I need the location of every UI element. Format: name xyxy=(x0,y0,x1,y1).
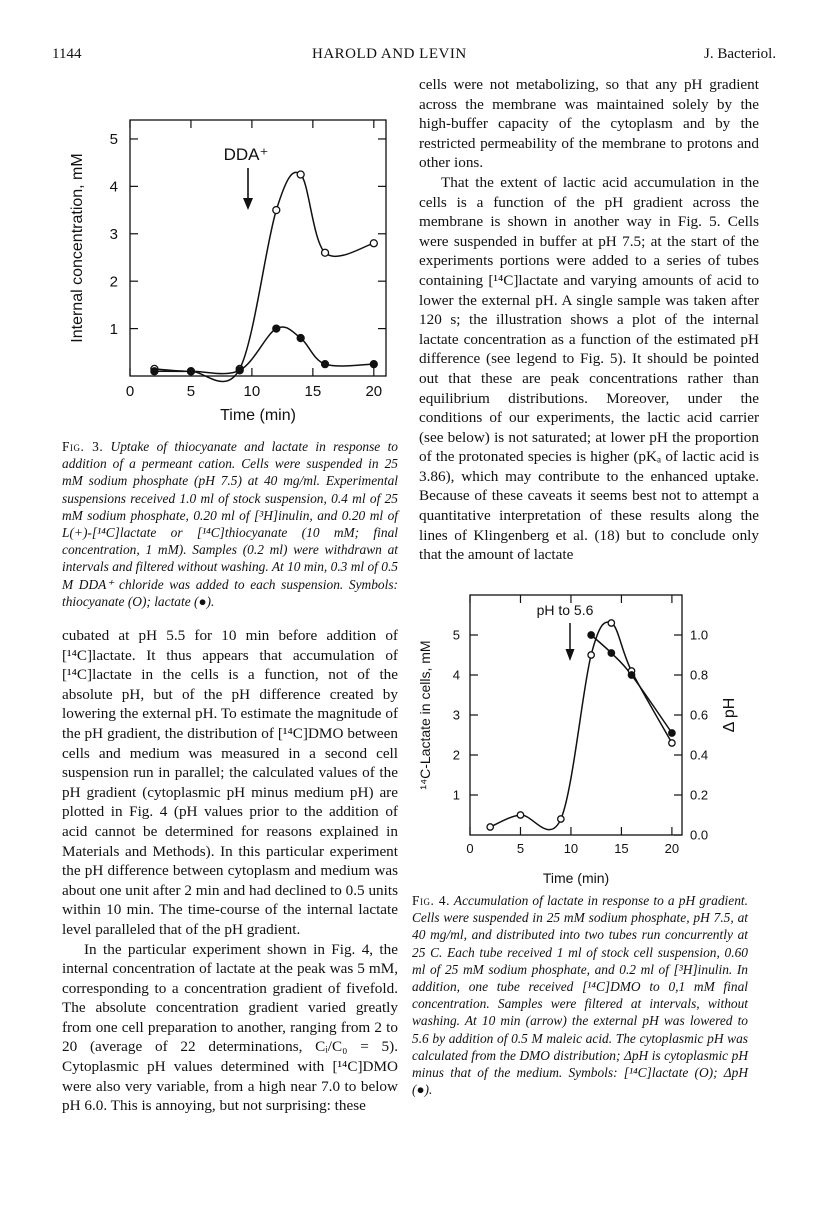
page-number: 1144 xyxy=(52,46,82,62)
y-tick-label: 4 xyxy=(109,178,118,196)
open-data-point xyxy=(370,240,377,247)
y-tick-label: 5 xyxy=(109,131,118,149)
filled-data-point xyxy=(588,632,594,638)
x-tick-label: 0 xyxy=(466,841,474,856)
filled-data-point xyxy=(151,368,158,375)
fig4-arrow-icon xyxy=(566,623,575,661)
series-curve xyxy=(591,635,672,733)
y2-tick-label: 0.2 xyxy=(690,787,709,803)
fig3-y-axis-label: Internal concentration, mM xyxy=(69,153,86,343)
y2-tick-label: 0.6 xyxy=(690,707,709,723)
fig3-arrow-icon xyxy=(243,168,253,210)
series-curve xyxy=(490,622,672,830)
filled-data-point xyxy=(608,650,614,656)
fig3-dda-annotation: DDA⁺ xyxy=(223,145,269,164)
right-paragraph-2: That the extent of lactic acid accumulation in the cells is a function of the pH gradient across the membrane is shown in another way in Fig. 5. Cells were suspended in buffer at pH 7.5; at the start of the experiments portions were added to a series of tubes containing [¹⁴C]lactate and varying amounts of acid to lower the external pH. A single sample was taken after 120 s; the illustration shows a plot of the internal lactate concentration as a function of the estimated pH difference (see legend to Fig. 5). It should be pointed out that these are peak concentrations rather than equilibrium distributions. Moreover, under the conditions of our experiments, the lactic acid carrier (see below) is not saturated; at lower pH the proportion of the protonated species is higher (pKₐ of lactic acid is 3.86), which may contribute to the enhanced uptake. Because of these caveats it seems best not to attempt a quantitative interpretation of these results along the lines of Klingenberg et al. (18) but to conclude only that the amount of lactate xyxy=(419,173,759,564)
open-data-point xyxy=(297,171,304,178)
right-column-body xyxy=(419,75,759,565)
y2-tick-label: 0.4 xyxy=(690,747,709,763)
figure-3-caption xyxy=(62,438,398,610)
figure-4-caption-text: Accumulation of lactate in response to a pH gradient. Cells were suspended in 25 mM sodium phosphate, pH 7.5, at 40 mg/ml, and distributed into two tubes run concurrently at 25 C. Each tube received 1 ml of stock cell suspension, 0.60 ml of 25 mM sodium phosphate, and 0.2 ml of [³H]inulin. In addition, one tube received [¹⁴C]DMO to 0,1 mM final concentration. Samples were filtered at intervals, without washing. At 10 min (arrow) the external pH was lowered to 5.6 by addition of 0.5 M maleic acid. The cytoplasmic pH was calculated from the DMO distribution; ΔpH is cytoplasmic pH minus that of the medium. Symbols: [¹⁴C]lactate (O); ΔpH (●). xyxy=(412,893,748,1098)
y-tick-label: 4 xyxy=(452,667,460,683)
filled-data-point xyxy=(628,672,634,678)
x-tick-label: 5 xyxy=(186,383,196,400)
figure-4-chart xyxy=(412,585,752,890)
x-tick-label: 10 xyxy=(243,383,261,400)
open-data-point xyxy=(322,249,329,256)
y2-tick-label: 0.8 xyxy=(690,667,709,683)
filled-data-point xyxy=(322,361,329,368)
series-curve xyxy=(154,172,373,381)
left-paragraph-1: cubated at pH 5.5 for 10 min before addition of [¹⁴C]lactate. It thus appears that accumulation of [¹⁴C]lactate in the cells is a function, not of the absolute pH, but of the pH difference created by lowering the external pH. To estimate the magnitude of the pH gradient, the distribution of [¹⁴C]DMO between cells and medium was measured in a second cell suspension run in parallel; the calculated values of the pH gradient (cytoplasmic pH minus medium pH) are plotted in Fig. 4 (pH values prior to the addition of acid cannot be determined for reasons explained in Materials and Methods). In this particular experiment the pH difference between cytoplasm and medium was about one unit after 2 min and had declined to 0.5 units within 10 min. The time-course of the internal lactate level paralleled that of the pH gradient. xyxy=(62,627,398,938)
y2-tick-label: 1.0 xyxy=(690,627,709,643)
filled-data-point xyxy=(273,325,280,332)
x-tick-label: 5 xyxy=(516,841,525,856)
x-tick-label: 20 xyxy=(664,841,680,856)
y-tick-label: 2 xyxy=(452,747,460,763)
y-tick-label: 1 xyxy=(452,787,460,803)
running-head-authors: HAROLD AND LEVIN xyxy=(312,46,467,62)
left-column-body xyxy=(62,626,398,1116)
fig4-y2-axis-label: Δ pH xyxy=(721,697,738,733)
figure-3-caption-text: Uptake of thiocyanate and lactate in response to addition of a permeant cation. Cells were suspended in 25 mM sodium phosphate (pH 7.5) at 40 mg/ml. Experimental suspensions received 1.0 ml of stock suspension, 0.4 ml of 25 mM sodium phosphate, 0.20 ml of [³H]inulin, and 0.20 ml of L(+)-[¹⁴C]lactate or [¹⁴C]thiocyanate (10 mM; final concentration, 1 mM). Samples (0.2 ml) were withdrawn at intervals and filtered without washing. At 10 min, 0.3 ml of 0.5 M DDA⁺ chloride was added to each suspension. Symbols: thiocyanate (O); lactate (●). xyxy=(62,439,398,609)
x-tick-label: 20 xyxy=(365,383,383,400)
y-tick-label: 5 xyxy=(452,627,460,643)
fig4-y-axis-label: ¹⁴C-Lactate in cells, mM xyxy=(417,640,433,790)
filled-data-point xyxy=(187,368,194,375)
fig4-axes xyxy=(470,595,682,835)
y-tick-label: 3 xyxy=(452,707,460,723)
x-tick-label: 10 xyxy=(563,841,579,856)
open-data-point xyxy=(588,652,594,658)
figure-4-caption xyxy=(412,892,748,1098)
left-paragraph-2: In the particular experiment shown in Fig. 4, the internal concentration of lactate at the peak was 5 mM, corresponding to a concentration gradient of fivefold. The absolute concentration gradient varied greatly from one cell preparation to another, ranging from 2 to 20 (average of 22 determinations, Cᵢ/C₀ = 5). Cytoplasmic pH values determined with [¹⁴C]DMO were also very variable, from a high near 7.0 to below pH 6.0. This is annoying, but not surprising: these xyxy=(62,940,398,1115)
x-tick-label: 15 xyxy=(304,383,322,400)
x-tick-label: 15 xyxy=(614,841,629,856)
x-tick-label: 0 xyxy=(125,383,135,400)
y2-tick-label: 0.0 xyxy=(690,827,709,843)
y-tick-label: 1 xyxy=(109,320,118,338)
figure-3-label: Fig. 3. xyxy=(62,439,104,454)
y-tick-label: 3 xyxy=(109,226,118,244)
series-curve xyxy=(154,327,373,374)
open-data-point xyxy=(487,824,493,830)
filled-data-point xyxy=(370,361,377,368)
fig4-ph-annotation: pH to 5.6 xyxy=(536,602,594,618)
fig4-x-axis-label: Time (min) xyxy=(542,870,610,886)
figure-3-chart xyxy=(60,110,400,428)
filled-data-point xyxy=(297,335,304,342)
open-data-point xyxy=(669,740,675,746)
open-data-point xyxy=(608,620,614,626)
open-data-point xyxy=(517,812,523,818)
filled-data-point xyxy=(669,730,675,736)
figure-4-label: Fig. 4. xyxy=(412,893,450,908)
filled-data-point xyxy=(236,367,243,374)
right-paragraph-1: cells were not metabolizing, so that any pH gradient across the membrane was maintained solely by the high-buffer capacity of the cytoplasm and by the restricted permeability of the membrane to protons and other ions. xyxy=(419,76,759,172)
fig3-x-axis-label: Time (min) xyxy=(220,407,296,424)
running-head-journal: J. Bacteriol. xyxy=(704,46,777,62)
open-data-point xyxy=(558,816,564,822)
y-tick-label: 2 xyxy=(109,273,118,291)
open-data-point xyxy=(273,207,280,214)
